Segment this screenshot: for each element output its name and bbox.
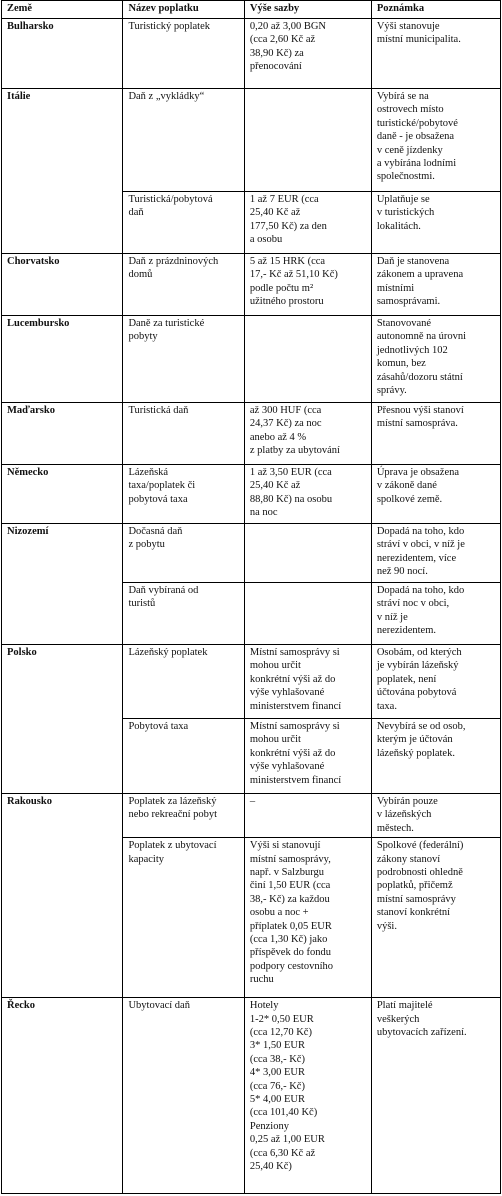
fee-name-cell: Turistická daň — [123, 403, 244, 465]
rate-cell — [244, 89, 371, 192]
rate-cell: – — [244, 794, 371, 838]
fee-name-cell: Pobytová taxa — [123, 719, 244, 794]
rate-cell: 1 až 3,50 EUR (cca 25,40 Kč až 88,80 Kč) na osobu na noc — [244, 465, 371, 524]
rate-cell: 1 až 7 EUR (cca 25,40 Kč až 177,50 Kč) za den a osobu — [244, 192, 371, 254]
country-cell: Nizozemí — [2, 524, 123, 645]
note-cell: Uplatňuje se v turistických lokalitách. — [371, 192, 500, 254]
note-cell: Vybírá se na ostrovech místo turistické/pobytové daně - je obsažena v ceně jízdenky a vybírána lodními společnostmi. — [371, 89, 500, 192]
country-cell: Maďarsko — [2, 403, 123, 465]
note-cell: Nevybírá se od osob, kterým je účtován lázeňský poplatek. — [371, 719, 500, 794]
rate-cell — [244, 524, 371, 583]
country-cell: Lucembursko — [2, 316, 123, 403]
country-cell: Rakousko — [2, 794, 123, 998]
table-row — [2, 254, 501, 316]
fee-name-cell: Daň z prázdninových domů — [123, 254, 244, 316]
fee-name-cell: Turistický poplatek — [123, 19, 244, 89]
fee-name-cell: Lázeňská taxa/poplatek či pobytová taxa — [123, 465, 244, 524]
table-row — [2, 524, 501, 583]
rate-cell — [244, 316, 371, 403]
rate-cell — [244, 583, 371, 645]
country-cell: Bulharsko — [2, 19, 123, 89]
note-cell: Dopadá na toho, kdo stráví noc v obci, v níž je nerezidentem. — [371, 583, 500, 645]
table-row — [2, 794, 501, 838]
fee-name-cell: Poplatek za lázeňský nebo rekreační pobyt — [123, 794, 244, 838]
rate-cell: 0,20 až 3,00 BGN (cca 2,60 Kč až 38,90 Kč) za přenocování — [244, 19, 371, 89]
fee-name-cell: Daň vybíraná od turistů — [123, 583, 244, 645]
rate-cell: Místní samosprávy si mohou určit konkrétní výši až do výše vyhlašované ministerstvem financí — [244, 719, 371, 794]
header-rate: Výše sazby — [244, 1, 371, 19]
rate-cell: Místní samosprávy si mohou určit konkrétní výši až do výše vyhlašované ministerstvem financí — [244, 645, 371, 719]
country-cell: Polsko — [2, 645, 123, 794]
note-cell: Stanovované autonomně na úrovni jednotlivých 102 komun, bez zásahů/dozoru státní správy. — [371, 316, 500, 403]
note-cell: Přesnou výši stanoví místní samospráva. — [371, 403, 500, 465]
country-cell: Itálie — [2, 89, 123, 254]
fee-name-cell: Lázeňský poplatek — [123, 645, 244, 719]
table-row — [2, 403, 501, 465]
note-cell: Dopadá na toho, kdo stráví v obci, v níž je nerezidentem, více než 90 nocí. — [371, 524, 500, 583]
country-cell: Chorvatsko — [2, 254, 123, 316]
rate-cell: 5 až 15 HRK (cca 17,- Kč až 51,10 Kč) podle počtu m² užitného prostoru — [244, 254, 371, 316]
note-cell: Výši stanovuje místní municipalita. — [371, 19, 500, 89]
table-row — [2, 89, 501, 192]
table-row — [2, 19, 501, 89]
rate-cell: až 300 HUF (cca 24,37 Kč) za noc anebo až 4 % z platby za ubytování — [244, 403, 371, 465]
country-cell: Německo — [2, 465, 123, 524]
note-cell: Úprava je obsažena v zákoně dané spolkové země. — [371, 465, 500, 524]
table-header-row — [2, 1, 501, 19]
note-cell: Osobám, od kterých je vybírán lázeňský poplatek, není účtována pobytová taxa. — [371, 645, 500, 719]
note-cell: Vybírán pouze v lázeňských městech. — [371, 794, 500, 838]
table-row — [2, 465, 501, 524]
table-row — [2, 998, 501, 1194]
fee-name-cell: Ubytovací daň — [123, 998, 244, 1194]
fee-name-cell: Daň z „vykládky“ — [123, 89, 244, 192]
tourist-fees-table — [1, 0, 501, 1194]
fee-name-cell: Daně za turistické pobyty — [123, 316, 244, 403]
fee-name-cell: Dočasná daň z pobytu — [123, 524, 244, 583]
fee-name-cell: Poplatek z ubytovací kapacity — [123, 838, 244, 998]
note-cell: Spolkové (federální) zákony stanoví podrobnosti ohledně poplatků, přičemž místní samosprávy stanoví konkrétní výši. — [371, 838, 500, 998]
note-cell: Daň je stanovena zákonem a upravena místními samosprávami. — [371, 254, 500, 316]
table-row — [2, 316, 501, 403]
header-note: Poznámka — [371, 1, 500, 19]
header-fee-name: Název poplatku — [123, 1, 244, 19]
rate-cell: Výši si stanovují místní samosprávy, např. v Salzburgu činí 1,50 EUR (cca 38,- Kč) za každou osobu a noc + příplatek 0,05 EUR (cca 1,30 Kč) jako příspěvek do fondu podpory cestovního ruchu — [244, 838, 371, 998]
fee-name-cell: Turistická/pobytová daň — [123, 192, 244, 254]
table-row — [2, 645, 501, 719]
note-cell: Platí majitelé veškerých ubytovacích zařízení. — [371, 998, 500, 1194]
rate-cell: Hotely 1-2* 0,50 EUR (cca 12,70 Kč) 3* 1,50 EUR (cca 38,- Kč) 4* 3,00 EUR (cca 76,- Kč) 5* 4,00 EUR (cca 101,40 Kč) Penziony 0,25 až 1,00 EUR (cca 6,30 Kč až 25,40 Kč) — [244, 998, 371, 1194]
country-cell: Řecko — [2, 998, 123, 1194]
header-country: Země — [2, 1, 123, 19]
